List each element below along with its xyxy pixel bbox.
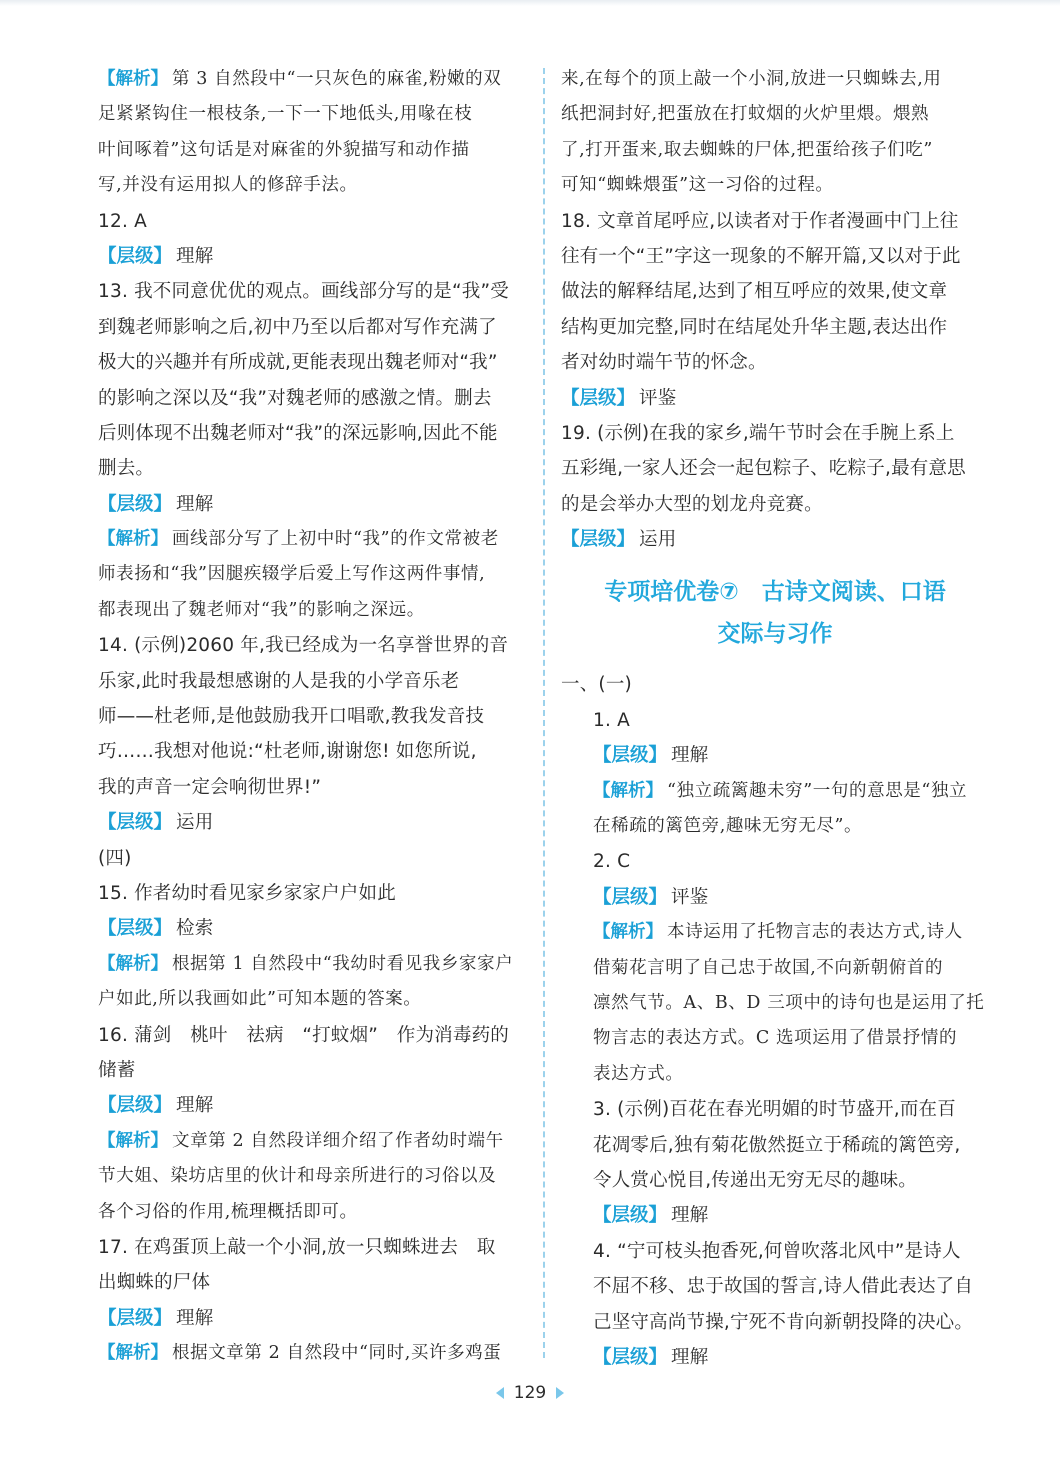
section-title: 专项培优卷⑦ 古诗文阅读、口语 <box>604 579 946 606</box>
answer-line <box>561 416 989 451</box>
answer-line <box>98 274 526 309</box>
analysis-line <box>561 809 989 844</box>
level-tag: 【层级】 <box>98 1095 173 1117</box>
level-line <box>561 738 989 773</box>
line-text: 在稀疏的篱笆旁,趣味无穷无尽”。 <box>593 816 863 837</box>
line-text: 理解 <box>176 245 214 267</box>
level-tag: 【层级】 <box>98 1307 173 1329</box>
level-line <box>98 239 526 274</box>
line-text: 往有一个“王”字这一现象的不解开篇,又以对于此 <box>561 245 961 267</box>
line-text: 师——杜老师,是他鼓励我开口唱歌,教我发音技 <box>98 706 485 728</box>
level-tag: 【层级】 <box>98 918 173 940</box>
answer-line <box>561 345 989 380</box>
level-tag: 【层级】 <box>593 745 668 767</box>
answer-line <box>561 239 989 274</box>
line-text: 极大的兴趣并有所成就,更能表现出魏老师对“我” <box>98 352 498 374</box>
answer-line <box>561 451 989 486</box>
answer-line <box>98 451 526 486</box>
analysis-line <box>561 986 989 1021</box>
level-tag: 【层级】 <box>98 493 173 515</box>
analysis-tag: 【解析】 <box>593 780 663 801</box>
answer-line <box>561 1234 989 1269</box>
line-text: 理解 <box>176 1307 214 1329</box>
analysis-line <box>98 168 526 203</box>
level-line <box>561 880 989 915</box>
line-text: 到魏老师影响之后,初中乃至以后都对写作充满了 <box>98 316 497 338</box>
answer-line <box>98 841 526 876</box>
analysis-tag: 【解析】 <box>98 1343 168 1364</box>
line-text: 删去。 <box>98 458 155 480</box>
line-text: 理解 <box>176 1095 214 1117</box>
line-text: 巧……我想对他说:“杜老师,谢谢您! 如您所说, <box>98 741 477 763</box>
line-text: 4. “宁可枝头抱香死,何曾吹落北风中”是诗人 <box>593 1240 961 1262</box>
answer-line <box>98 1053 526 1088</box>
level-line <box>561 1340 989 1375</box>
level-tag: 【层级】 <box>561 387 636 409</box>
analysis-line <box>98 593 526 628</box>
level-line <box>98 805 526 840</box>
line-text: 来,在每个的顶上敲一个小洞,放进一只蜘蛛去,用 <box>561 69 942 89</box>
line-text: 的影响之深以及“我”对魏老师的感激之情。删去 <box>98 387 492 409</box>
line-text: 根据第 1 自然段中“我幼时看见我乡家家户 <box>172 953 514 974</box>
line-text: 者对幼时端午节的怀念。 <box>561 352 767 374</box>
line-text: 评鉴 <box>671 886 709 908</box>
level-line <box>561 1198 989 1233</box>
line-text: 足紧紧钩住一根枝条,一下一下地低头,用喙在枝 <box>98 104 473 125</box>
line-text: 户如此,所以我画如此”可知本题的答案。 <box>98 989 422 1010</box>
analysis-line <box>561 168 989 203</box>
answer-line <box>98 204 526 239</box>
page-footer <box>480 1378 580 1408</box>
analysis-tag: 【解析】 <box>98 69 168 89</box>
line-text: 第 3 自然段中“一只灰色的麻雀,粉嫩的双 <box>172 69 502 89</box>
line-text: 2. C <box>593 851 631 873</box>
line-text: “独立疏篱趣未穷”一句的意思是“独立 <box>667 780 968 801</box>
line-text: 画线部分写了上初中时“我”的作文常被老 <box>172 529 499 550</box>
line-text: 出蜘蛛的尸体 <box>98 1272 211 1294</box>
answer-line <box>98 310 526 345</box>
answer-line <box>561 1163 989 1198</box>
analysis-line <box>561 62 989 97</box>
level-tag: 【层级】 <box>593 886 668 908</box>
analysis-line <box>561 97 989 132</box>
line-text: 理解 <box>671 1205 709 1227</box>
answer-line <box>561 1128 989 1163</box>
analysis-line <box>561 915 989 950</box>
line-text: 五彩绳,一家人还会一起包粽子、吃粽子,最有意思 <box>561 458 966 480</box>
level-line <box>561 381 989 416</box>
answer-line <box>98 770 526 805</box>
analysis-line <box>98 62 526 97</box>
line-text: 师表扬和“我”因腿疾辍学后爱上写作这两件事情, <box>98 564 486 585</box>
line-text: 花凋零后,独有菊花傲然挺立于稀疏的篱笆旁, <box>593 1134 961 1156</box>
line-text: 凛然气节。A、B、D 三项中的诗句也是运用了托 <box>593 992 985 1013</box>
line-text: 14. (示例)2060 年,我已经成为一名享誉世界的音 <box>98 635 509 657</box>
line-text: 13. 我不同意优优的观点。画线部分写的是“我”受 <box>98 281 509 303</box>
answer-line <box>561 310 989 345</box>
page-number: 129 <box>513 1383 547 1403</box>
line-text: 的是会举办大型的划龙舟竞赛。 <box>561 493 823 515</box>
level-tag: 【层级】 <box>593 1346 668 1368</box>
line-text: 纸把洞封好,把蛋放在打蚊烟的火炉里煨。煨熟 <box>561 104 930 125</box>
line-text: 文章第 2 自然段详细介绍了作者幼时端午 <box>172 1130 504 1151</box>
line-text: 借菊花言明了自己忠于故国,不向新朝俯首的 <box>593 957 944 978</box>
analysis-line <box>98 1336 526 1371</box>
analysis-line <box>98 557 526 592</box>
answer-line <box>561 1092 989 1127</box>
line-text: 12. A <box>98 210 147 232</box>
level-line <box>98 487 526 522</box>
level-line <box>98 1301 526 1336</box>
analysis-line <box>561 951 989 986</box>
line-text: 令人赏心悦目,传递出无穷无尽的趣味。 <box>593 1169 917 1191</box>
analysis-tag: 【解析】 <box>593 922 663 943</box>
line-text: 储蓄 <box>98 1059 136 1081</box>
analysis-line <box>98 1124 526 1159</box>
answer-line <box>561 274 989 309</box>
answer-line <box>561 667 989 702</box>
left-column <box>98 62 526 1371</box>
line-text: 理解 <box>671 745 709 767</box>
level-tag: 【层级】 <box>98 245 173 267</box>
analysis-line <box>561 774 989 809</box>
page-top-shade <box>0 0 1060 6</box>
line-text: 1. A <box>593 709 630 731</box>
line-text: 己坚守高尚节操,宁死不肯向新朝投降的决心。 <box>593 1311 974 1333</box>
analysis-line <box>98 982 526 1017</box>
analysis-line <box>98 133 526 168</box>
line-text: 评鉴 <box>639 387 677 409</box>
analysis-line <box>98 97 526 132</box>
answer-line <box>561 703 989 738</box>
analysis-line <box>98 1195 526 1230</box>
level-tag: 【层级】 <box>593 1205 668 1227</box>
analysis-line <box>561 1057 989 1092</box>
line-text: 节大姐、染坊店里的伙计和母亲所进行的习俗以及 <box>98 1166 497 1187</box>
answer-line <box>561 1305 989 1340</box>
line-text: 结构更加完整,同时在结尾处升华主题,表达出作 <box>561 316 948 338</box>
line-text: 各个习俗的作用,梳理概括即可。 <box>98 1201 358 1222</box>
line-text: 理解 <box>176 493 214 515</box>
level-line <box>98 911 526 946</box>
line-text: 都表现出了魏老师对“我”的影响之深远。 <box>98 599 425 620</box>
line-text: 可知“蜘蛛煨蛋”这一习俗的过程。 <box>561 175 834 196</box>
section-title: 交际与习作 <box>717 621 833 648</box>
line-text: 本诗运用了托物言志的表达方式,诗人 <box>667 922 963 943</box>
answer-line <box>98 664 526 699</box>
line-text: 做法的解释结尾,达到了相互呼应的效果,使文章 <box>561 281 948 303</box>
level-line <box>98 1088 526 1123</box>
line-text: 17. 在鸡蛋顶上敲一个小洞,放一只蜘蛛进去 取 <box>98 1236 496 1258</box>
column-divider <box>543 68 545 1358</box>
analysis-tag: 【解析】 <box>98 529 168 550</box>
line-text: 后则体现不出魏老师对“我”的深远影响,因此不能 <box>98 422 498 444</box>
level-tag: 【层级】 <box>561 529 636 551</box>
line-text: 15. 作者幼时看见家乡家家户户如此 <box>98 882 396 904</box>
line-text: 根据文章第 2 自然段中“同时,买许多鸡蛋 <box>172 1343 502 1364</box>
line-text: 写,并没有运用拟人的修辞手法。 <box>98 175 358 196</box>
line-text: 了,打开蛋来,取去蜘蛛的尸体,把蛋给孩子们吃” <box>561 139 933 160</box>
line-text: 18. 文章首尾呼应,以读者对于作者漫画中门上往 <box>561 210 959 232</box>
prev-page-icon <box>496 1387 504 1399</box>
answer-line <box>98 381 526 416</box>
level-tag: 【层级】 <box>98 812 173 834</box>
analysis-line <box>98 1159 526 1194</box>
analysis-line <box>561 1021 989 1056</box>
line-text: 物言志的表达方式。C 选项运用了借景抒情的 <box>593 1028 958 1049</box>
answer-line <box>561 1269 989 1304</box>
answer-line <box>98 699 526 734</box>
line-text: (四) <box>98 847 132 869</box>
analysis-line <box>98 522 526 557</box>
next-page-icon <box>556 1387 564 1399</box>
right-column <box>561 62 989 1375</box>
answer-line <box>98 1018 526 1053</box>
line-text: 16. 蒲剑 桃叶 祛病 “打蚊烟” 作为消毒药的 <box>98 1024 509 1046</box>
answer-line <box>98 416 526 451</box>
answer-line <box>98 734 526 769</box>
answer-line <box>98 1265 526 1300</box>
line-text: 理解 <box>671 1346 709 1368</box>
answer-line <box>98 628 526 663</box>
answer-line <box>98 876 526 911</box>
level-line <box>561 522 989 557</box>
line-text: 表达方式。 <box>593 1063 684 1084</box>
line-text: 不屈不移、忠于故国的誓言,诗人借此表达了自 <box>593 1276 974 1298</box>
analysis-tag: 【解析】 <box>98 1130 168 1151</box>
line-text: 检索 <box>176 918 214 940</box>
line-text: 运用 <box>176 812 214 834</box>
line-text: 一、(一) <box>561 674 632 696</box>
answer-line <box>561 487 989 522</box>
line-text: 3. (示例)百花在春光明媚的时节盛开,而在百 <box>593 1099 956 1121</box>
answer-line <box>561 204 989 239</box>
line-text: 19. (示例)在我的家乡,端午节时会在手腕上系上 <box>561 422 955 444</box>
line-text: 乐家,此时我最想感谢的人是我的小学音乐老 <box>98 670 460 692</box>
line-text: 我的声音一定会响彻世界!” <box>98 776 322 798</box>
analysis-line <box>98 947 526 982</box>
line-text: 叶间啄着”这句话是对麻雀的外貌描写和动作描 <box>98 139 470 160</box>
analysis-line <box>561 133 989 168</box>
line-text: 运用 <box>639 529 677 551</box>
answer-line <box>561 844 989 879</box>
answer-line <box>98 1230 526 1265</box>
answer-line <box>98 345 526 380</box>
analysis-tag: 【解析】 <box>98 953 168 974</box>
